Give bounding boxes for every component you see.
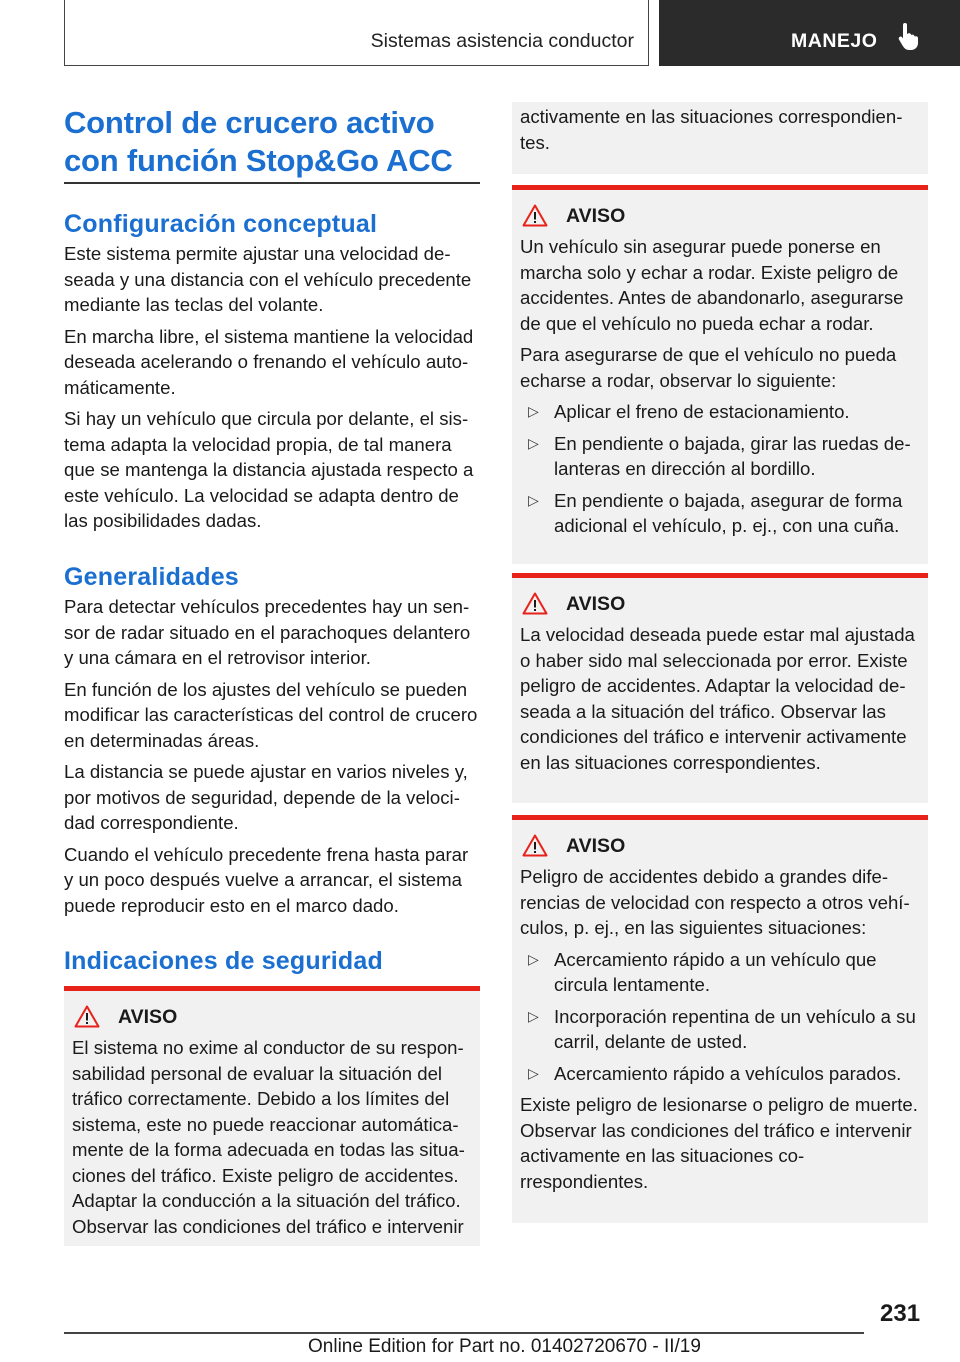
warning-triangle-icon [74,1005,100,1028]
section-label: Sistemas asistencia conductor [370,30,634,52]
paragraph: Este sistema permite ajustar una velocidad deseada y una distancia con el vehículo precedente mediante las teclas del volante. [64,243,472,315]
list-item: ▷ Acercamiento rápido a un vehículo que circula lentamente. [528,948,877,995]
bullet-marker: ▷ [528,403,539,419]
section-conceptual [64,209,480,534]
warning-label: AVISO [566,593,626,615]
hand-pointer-icon [897,23,919,51]
page-number: 231 [880,1300,921,1327]
paragraph: En función de los ajustes del vehículo se pueden modificar las características del control de crucero en determinadas áreas. [64,678,478,751]
section-safety [64,946,480,976]
warning-title [520,834,920,858]
warning-title [72,1005,472,1029]
bullet-marker: ▷ [528,434,539,451]
warning-box-continuation [512,102,928,174]
paragraph: Para detectar vehículos precedentes hay un sensor de radar situado en el parachoques delantero y una cámara en el retrovisor interior. [64,596,471,668]
warning-triangle-icon [522,592,548,615]
warning-label: AVISO [566,205,626,227]
paragraph: La distancia se puede ajustar en varios niveles y, por motivos de seguridad, depende de la velocidad correspondiente. [64,761,468,833]
warning-text: Para asegurarse de que el vehículo no pueda echarse a rodar, observar lo siguiente: [520,344,897,391]
list-item: ▷ Incorporación repentina de un vehículo a su carril, delante de usted. [528,1005,916,1052]
paragraph: Cuando el vehículo precedente frena hasta parar y un poco después vuelve a arrancar, el sistema puede reproducir esto en el marco dado. [64,843,469,916]
running-header-chapter [659,0,960,66]
warning-triangle-icon [522,834,548,857]
warning-title [520,204,920,228]
heading-safety: Indicaciones de seguridad [64,947,383,975]
title-rule [64,182,480,184]
footer-rule [64,1332,864,1334]
warning-text-continued: activamente en las situaciones correspondientes. [520,106,903,153]
warning-triangle-icon [522,204,548,227]
list-item: ▷ Aplicar el freno de estacionamiento. [520,399,920,425]
warning-text: Un vehículo sin asegurar puede ponerse en marcha solo y echar a rodar. Existe peligro de accidentes. Antes de abandonarlo, asegurarse de que el vehículo no pueda echar a rodar. [520,236,904,334]
warning-box [512,573,928,803]
chapter-label: MANEJO [791,30,878,52]
warning-title [520,592,920,616]
paragraph: En marcha libre, el sistema mantiene la velocidad deseada acelerando o frenando el vehículo automáticamente. [64,325,474,398]
bullet-marker: ▷ [528,950,539,967]
list-item: ▷ En pendiente o bajada, girar las ruedas delanteras en dirección al bordillo. [528,432,911,479]
warning-box [512,815,928,1223]
list-item: ▷ En pendiente o bajada, asegurar de forma adicional el vehículo, p. ej., con una cuña. [528,489,903,536]
heading-conceptual: Configuración conceptual [64,210,378,238]
paragraph: Si hay un vehículo que circula por delante, el sistema adapta la velocidad propia, de tal manera que se mantenga la distancia ajustada respecto a este vehículo. La velocidad se adapta dentro de las posibilidades dadas. [64,408,474,531]
warning-box [64,986,480,1246]
warning-text: La velocidad deseada puede estar mal ajustada o haber sido mal seleccionada por error. Existe peligro de accidentes. Adaptar la velocidad deseada a la situación del tráfico. Observar las condiciones del tráfico e intervenir activamente en las situaciones correspondientes. [520,624,915,773]
edition-note: Online Edition for Part no. 01402720670 - II/19 [308,1336,701,1357]
running-header-section [64,0,649,66]
section-general [64,562,480,918]
warning-box [512,185,928,564]
page-title: Control de crucero activo con función Stop&Go ACC [64,105,453,178]
list-item: ▷ Acercamiento rápido a vehículos parados. [520,1061,920,1087]
warning-label: AVISO [566,835,626,857]
bullet-marker: ▷ [528,1064,539,1081]
heading-general: Generalidades [64,563,239,591]
warning-text: Existe peligro de lesionarse o peligro de muerte. Observar las condiciones del tráfico e intervenir activamente en las situaciones correspondientes. [520,1094,918,1192]
bullet-marker: ▷ [528,491,539,508]
warning-label: AVISO [118,1006,178,1028]
warning-text: Peligro de accidentes debido a grandes diferencias de velocidad con respecto a otros vehículos, p. ej., en las siguientes situaciones: [520,866,910,938]
bullet-marker: ▷ [528,1007,539,1024]
warning-text: El sistema no exime al conductor de su responsabilidad personal de evaluar la situación del tráfico correctamente. Debido a los límites del sistema, este no puede reaccionar automáticamente de la forma adecuada en todas las situaciones del tráfico. Existe peligro de accidentes. Adaptar la conducción a la situación del tráfico. Observar las condiciones del tráfico e intervenir [72,1037,465,1237]
